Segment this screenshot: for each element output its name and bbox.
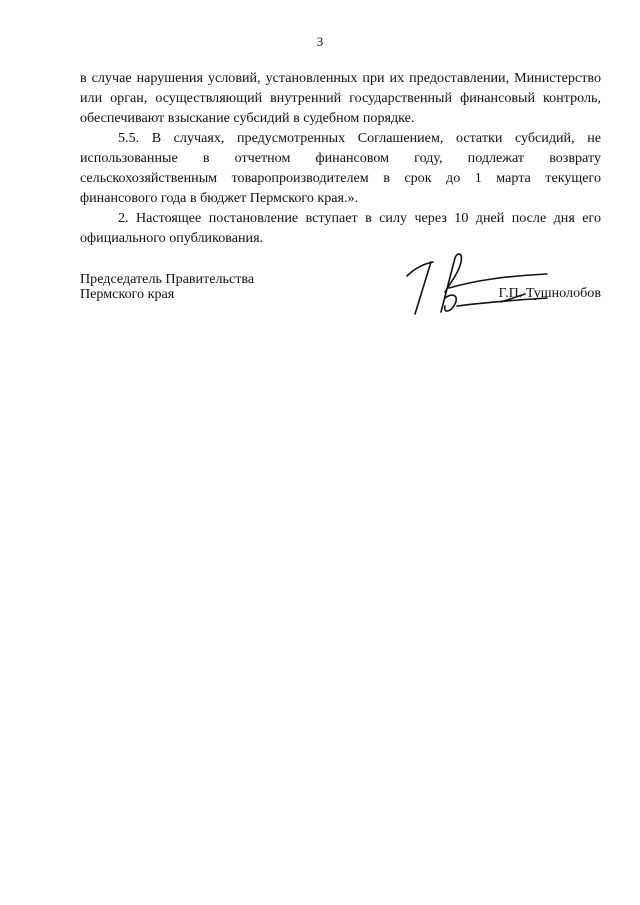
page-number: 3 [316, 34, 324, 49]
signatory-title [80, 272, 254, 302]
signatory-title-line1: Председатель Правительства [80, 271, 255, 287]
handwritten-signature-icon [397, 242, 557, 322]
signatory-name: Г.П. Тушнолобов [498, 285, 601, 301]
paragraph-5-5: 5.5. В случаях, предусмотренных Соглашением, остатки субсидий, не использованные в отчетном финансовом году, подлежат возврату сельскохозяйственным товаропроизводителем в срок до 1 марта текущего финансового года в бюджет Пермского края.». [80, 130, 601, 206]
paragraph-2-effective-date: 2. Настоящее постановление вступает в силу через 10 дней после дня его официального опубликования. [80, 210, 601, 246]
document-body [80, 68, 601, 248]
signatory-title-line2: Пермского края [80, 286, 175, 302]
signature-block [80, 272, 601, 332]
paragraph-continuation: в случае нарушения условий, установленных при их предоставлении, Министерство или орган, осуществляющий внутренний государственный финансовый контроль, обеспечивают взыскание субсидий в судебном порядке. [80, 70, 601, 126]
